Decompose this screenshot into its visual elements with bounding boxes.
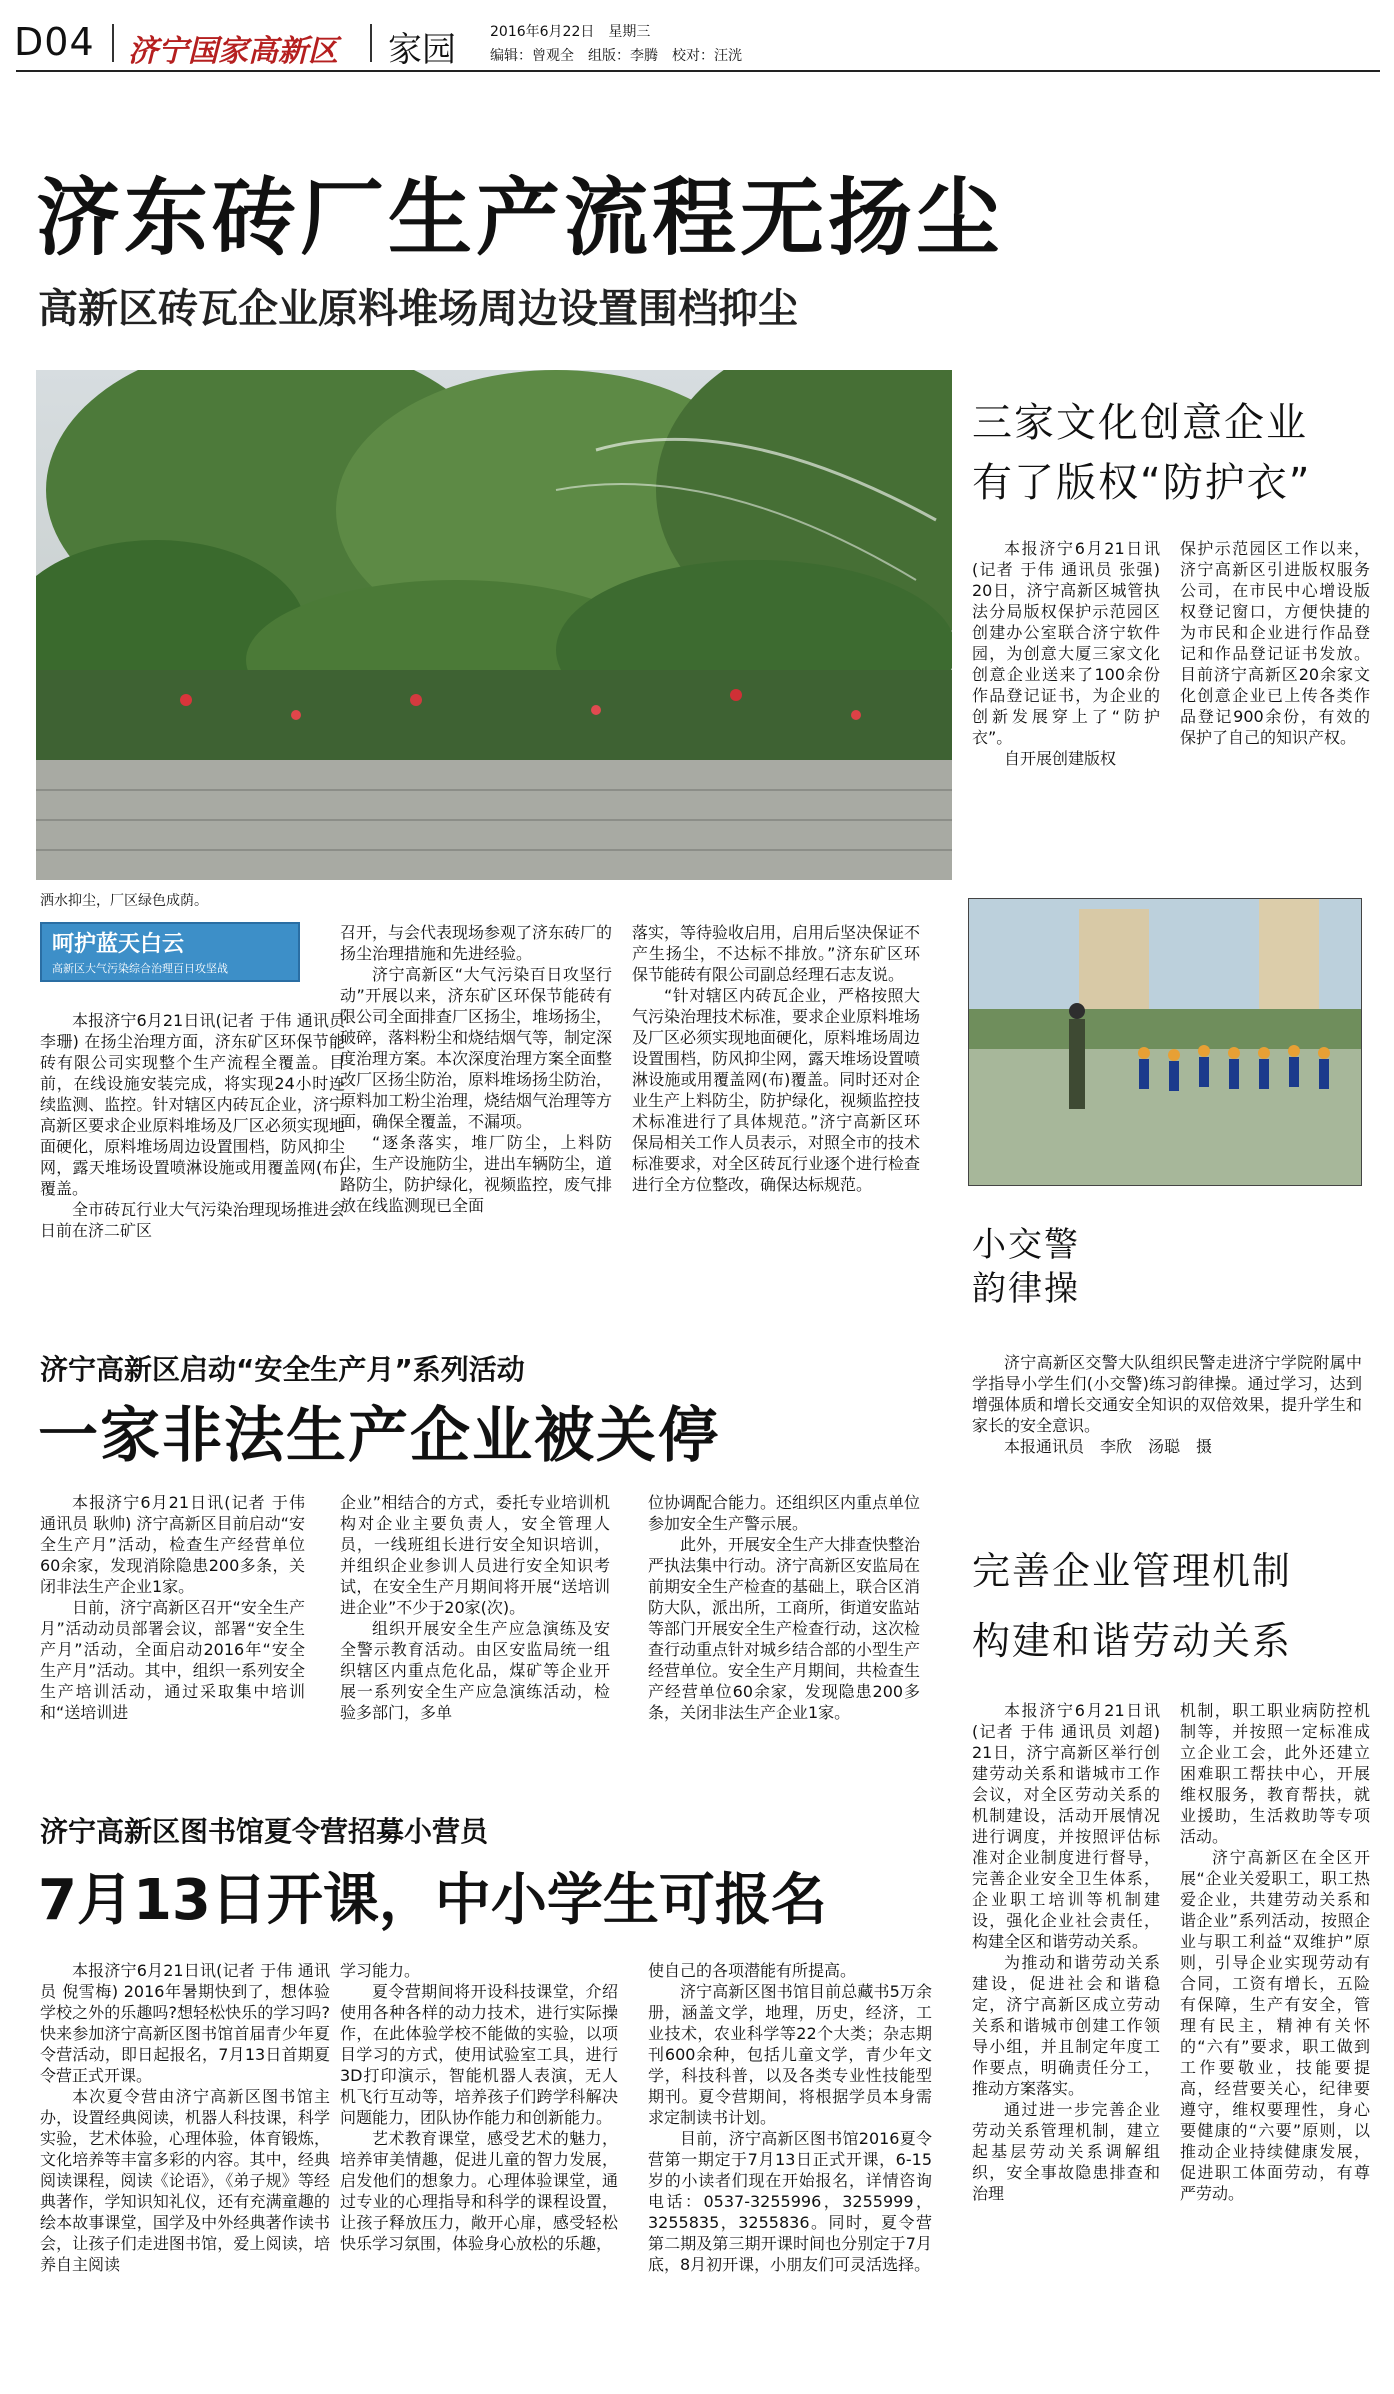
photo2-title-line2: 韵律操 — [972, 1269, 1080, 1309]
story1-para: 落实，等待验收启用，启用后坚决保证不产生扬尘，不达标不排放。”济东矿区环保节能砖有限公司副总经理石志友说。 — [632, 923, 921, 984]
story5-col2 — [1180, 1700, 1370, 2204]
story1-para: 本报济宁6月21日讯(记者 于伟 通讯员 李珊) 在扬尘治理方面，济东矿区环保节能砖有限公司实现整个生产流程全覆盖。目前，在线设施安装完成，将实现24小时连续监测、监控。针对辖区内砖瓦企业，济宁高新区要求企业原料堆场及厂区必须实现地面硬化，原料堆场周边设置围档，防风抑尘网，露天堆场设置喷淋设施或用覆盖网(布)覆盖。 — [40, 1011, 345, 1198]
story3-col1 — [40, 1492, 305, 1723]
photo2-title-line1: 小交警 — [972, 1225, 1080, 1265]
story4-col2 — [340, 1960, 618, 2254]
story1-photo-caption: 洒水抑尘，厂区绿色成荫。 — [40, 893, 208, 909]
story5-para: 本报济宁6月21日讯(记者 于伟 通讯员 刘超) 21日，济宁高新区举行创建劳动关系和谐城市工作会议，对全区劳动关系的机制建设，活动开展情况进行调度，并按照评估标准对企业制度进行督导，完善企业安全卫生体系，企业职工培训等机制建设，强化企业社会责任，构建全区和谐劳动关系。 — [972, 1701, 1160, 1951]
story3-headline: 一家非法生产企业被关停 — [38, 1401, 720, 1471]
story4-col1 — [40, 1960, 330, 2275]
masthead-divider — [112, 24, 114, 62]
paper-name: 济宁国家高新区 — [128, 34, 338, 69]
photo2-credit: 本报通讯员 李欣 汤聪 摄 — [1004, 1437, 1213, 1456]
story4-para: 艺术教育课堂，感受艺术的魅力，培养审美情趣，促进儿童的智力发展，启发他们的想象力。心理体验课堂，通过专业的心理指导和科学的课程设置，让孩子释放压力，敞开心扉，感受轻松快乐学习氛围，体验身心放松的乐趣， — [340, 2129, 618, 2253]
story1-para: “逐条落实，堆厂防尘，上料防尘，生产设施防尘，进出车辆防尘，道路防尘，防护绿化，视频监控，废气排放在线监测现已全面 — [340, 1133, 613, 1215]
story4-para: 济宁高新区图书馆目前总藏书5万余册，涵盖文学，地理，历史，经济，工业技术，农业科学等22个大类；杂志期刊600余种，包括儿童文学，青少年文学，科技科普，以及各类专业性技能型期刊。夏令营期间，将根据学员本身需求定制读书计划。 — [648, 1982, 932, 2127]
story3-col2 — [340, 1492, 610, 1723]
story3-para: 此外，开展安全生产大排查快整治严执法集中行动。济宁高新区安监局在前期安全生产检查的基础上，联合区消防大队，派出所，工商所，街道安监站等部门开展安全生产检查行动，这次检查行动重点针对城乡结合部的小型生产经营单位。安全生产月期间，共检查生产经营单位60余家，发现隐患200多条，关闭非法生产企业1家。 — [648, 1535, 921, 1722]
story2-para: 自开展创建版权 — [1004, 749, 1117, 768]
story3-para: 组织开展安全生产应急演练及安全警示教育活动。由区安监局统一组织辖区内重点危化品，煤矿等企业开展一系列安全生产应急演练活动，检验多部门，多单 — [340, 1619, 610, 1722]
story3-para: 位协调配合能力。还组织区内重点单位参加安全生产警示展。 — [648, 1493, 921, 1533]
story3-para: 本报济宁6月21日讯(记者 于伟 通讯员 耿帅) 济宁高新区目前启动“安全生产月”活动，检查生产经营单位60余家，发现消除隐患200多条，关闭非法生产企业1家。 — [40, 1493, 305, 1596]
story1-photo — [36, 370, 952, 880]
story1-para: 全市砖瓦行业大气污染治理现场推进会日前在济二矿区 — [40, 1200, 345, 1240]
campaign-badge-title: 呵护蓝天白云 — [52, 932, 185, 957]
campaign-badge — [40, 922, 300, 982]
story4-headline: 7月13日开课，中小学生可报名 — [38, 1868, 827, 1933]
editors-line: 编辑：曾观全 组版：李腾 校对：汪洸 — [490, 48, 742, 64]
issue-date: 2016年6月22日 星期三 — [490, 24, 651, 40]
story4-para: 目前，济宁高新区图书馆2016夏令营第一期定于7月13日正式开课，6-15岁的小读者们现在开始报名，详情咨询电话：0537-3255996，3255999，3255835，3255836。同时，夏令营第二期及第三期开课时间也分别定于7月底，8月初开课，小朋友们可灵活选择。 — [648, 2129, 932, 2274]
story4-kicker: 济宁高新区图书馆夏令营招募小营员 — [40, 1815, 489, 1848]
story5-title-line1: 完善企业管理机制 — [972, 1549, 1293, 1593]
story5-para: 通过进一步完善企业劳动关系管理机制，建立起基层劳动关系调解组织，安全事故隐患排查和治理 — [972, 2100, 1160, 2203]
story4-para: 本报济宁6月21日讯(记者 于伟 通讯员 倪雪梅) 2016年暑期快到了，想体验学校之外的乐趣吗?想轻松快乐的学习吗?快来参加济宁高新区图书馆首届青少年夏令营活动，即日起报名，7月13日首期夏令营正式开课。 — [40, 1961, 330, 2085]
story1-para: 济宁高新区“大气污染百日攻坚行动”开展以来，济东矿区环保节能砖有限公司全面排查厂区扬尘，堆场扬尘，破碎，落料粉尘和烧结烟气等，制定深度治理方案。本次深度治理方案全面整改厂区扬尘防治，原料堆场扬尘防治，原料加工粉尘治理，烧结烟气治理等方面，确保全覆盖，不漏项。 — [340, 965, 613, 1131]
story2-col2 — [1180, 538, 1370, 748]
story4-para: 夏令营期间将开设科技课堂，介绍使用各种各样的动力技术，进行实际操作，在此体验学校不能做的实验，以项目学习的方式，使用试验室工具，进行3D打印演示，智能机器人表演，无人机飞行互动等，培养孩子们跨学科解决问题能力，团队协作能力和创新能力。 — [340, 1982, 618, 2127]
story1-col2 — [340, 922, 612, 1216]
story4-col3 — [648, 1960, 932, 2275]
masthead-rule — [16, 70, 1380, 72]
story4-para: 使自己的各项潜能有所提高。 — [648, 1961, 857, 1980]
story2-col1 — [972, 538, 1160, 769]
traffic-police-photo — [968, 898, 1362, 1186]
story2-title-line2: 有了版权“防护衣” — [972, 460, 1312, 506]
story4-para: 学习能力。 — [340, 1961, 421, 1980]
story1-col3 — [632, 922, 920, 1195]
masthead-divider — [370, 24, 372, 62]
story2-title-line1: 三家文化创意企业 — [972, 400, 1308, 446]
story4-para: 本次夏令营由济宁高新区图书馆主办，设置经典阅读，机器人科技课，科学实验，艺术体验，心理体验，体育锻炼，文化培养等丰富多彩的内容。其中，经典阅读课程，阅读《论语》，《弟子规》等经典著作，学知识知礼仪，还有充满童趣的绘本故事课堂，国学及中外经典著作读书会，让孩子们走进图书馆，爱上阅读，培养自主阅读 — [40, 2087, 330, 2274]
story5-para: 机制，职工职业病防控机制等，并按照一定标准成立企业工会，此外还建立困难职工帮扶中心，开展维权服务，教育帮扶，就业援助，生活救助等专项活动。 — [1180, 1701, 1370, 1846]
section-name: 家园 — [388, 30, 456, 70]
story1-headline: 济东砖厂生产流程无扬尘 — [36, 169, 1005, 267]
story3-para: 日前，济宁高新区召开“安全生产月”活动动员部署会议，部署“安全生产月”活动，全面启动2016年“安全生产月”活动。其中，组织一系列安全生产培训活动，通过采取集中培训和“送培训进 — [40, 1598, 305, 1722]
photo2-caption-text: 济宁高新区交警大队组织民警走进济宁学院附属中学指导小学生们(小交警)练习韵律操。通过学习，达到增强体质和增长交通安全知识的双倍效果，提升学生和家长的安全意识。 — [972, 1353, 1362, 1435]
story5-col1 — [972, 1700, 1160, 2204]
story1-subhead: 高新区砖瓦企业原料堆场周边设置围档抑尘 — [38, 286, 798, 332]
story1-para: “针对辖区内砖瓦企业，严格按照大气污染治理技术标准，要求企业原料堆场及厂区必须实现地面硬化，原料堆场周边设置围档，防风抑尘网，露天堆场设置喷淋设施或用覆盖网(布)覆盖。同时还对企业生产上料防尘，防护绿化，视频监控技术标准进行了具体规范。”济宁高新区环保局相关工作人员表示，对照全市的技术标准要求，对全区砖瓦行业逐个进行检查进行全方位整改，确保达标规范。 — [632, 986, 921, 1194]
story1-col1 — [40, 1010, 345, 1241]
photo2-caption — [972, 1352, 1362, 1457]
story3-col3 — [648, 1492, 920, 1723]
story5-para: 为推动和谐劳动关系建设，促进社会和谐稳定，济宁高新区成立劳动关系和谐城市创建工作领导小组，并且制定年度工作要点，明确责任分工，推动方案落实。 — [972, 1953, 1160, 2098]
story3-para: 企业”相结合的方式，委托专业培训机构对企业主要负责人，安全管理人员，一线班组长进行安全知识培训，并组织企业参训人员进行安全知识考试，在安全生产月期间将开展“送培训进企业”不少于20家(次)。 — [340, 1493, 610, 1617]
page-number: D04 — [14, 20, 95, 64]
story5-title-line2: 构建和谐劳动关系 — [972, 1619, 1293, 1663]
story5-para: 济宁高新区在全区开展“企业关爱职工，职工热爱企业，共建劳动关系和谐企业”系列活动，按照企业与职工利益“双维护”原则，引导企业实现劳动有合同，工资有增长，五险有保障，生产有安全，管理有民主，精神有关怀的“六有”要求，职工做到工作要敬业，技能要提高，经营要关心，纪律要遵守，维权要理性，身心要健康的“六要”原则，以推动企业持续健康发展，促进职工体面劳动，有尊严劳动。 — [1180, 1848, 1370, 2203]
story2-para: 本报济宁6月21日讯(记者 于伟 通讯员 张强) 20日，济宁高新区城管执法分局版权保护示范园区创建办公室联合济宁软件园，为创意大厦三家文化创意企业送来了100余份作品登记证书，为企业的创新发展穿上了“防护衣”。 — [972, 539, 1160, 747]
campaign-badge-subtitle: 高新区大气污染综合治理百日攻坚战 — [52, 962, 228, 975]
story3-kicker: 济宁高新区启动“安全生产月”系列活动 — [40, 1353, 525, 1386]
story2-para: 保护示范园区工作以来，济宁高新区引进版权服务公司，在市民中心增设版权登记窗口，方便快捷的为市民和企业进行作品登记和作品登记证书发放。目前济宁高新区20余家文化创意企业已上传各类作品登记900余份，有效的保护了自己的知识产权。 — [1180, 539, 1370, 747]
story1-para: 召开，与会代表现场参观了济东砖厂的扬尘治理措施和先进经验。 — [340, 923, 613, 963]
